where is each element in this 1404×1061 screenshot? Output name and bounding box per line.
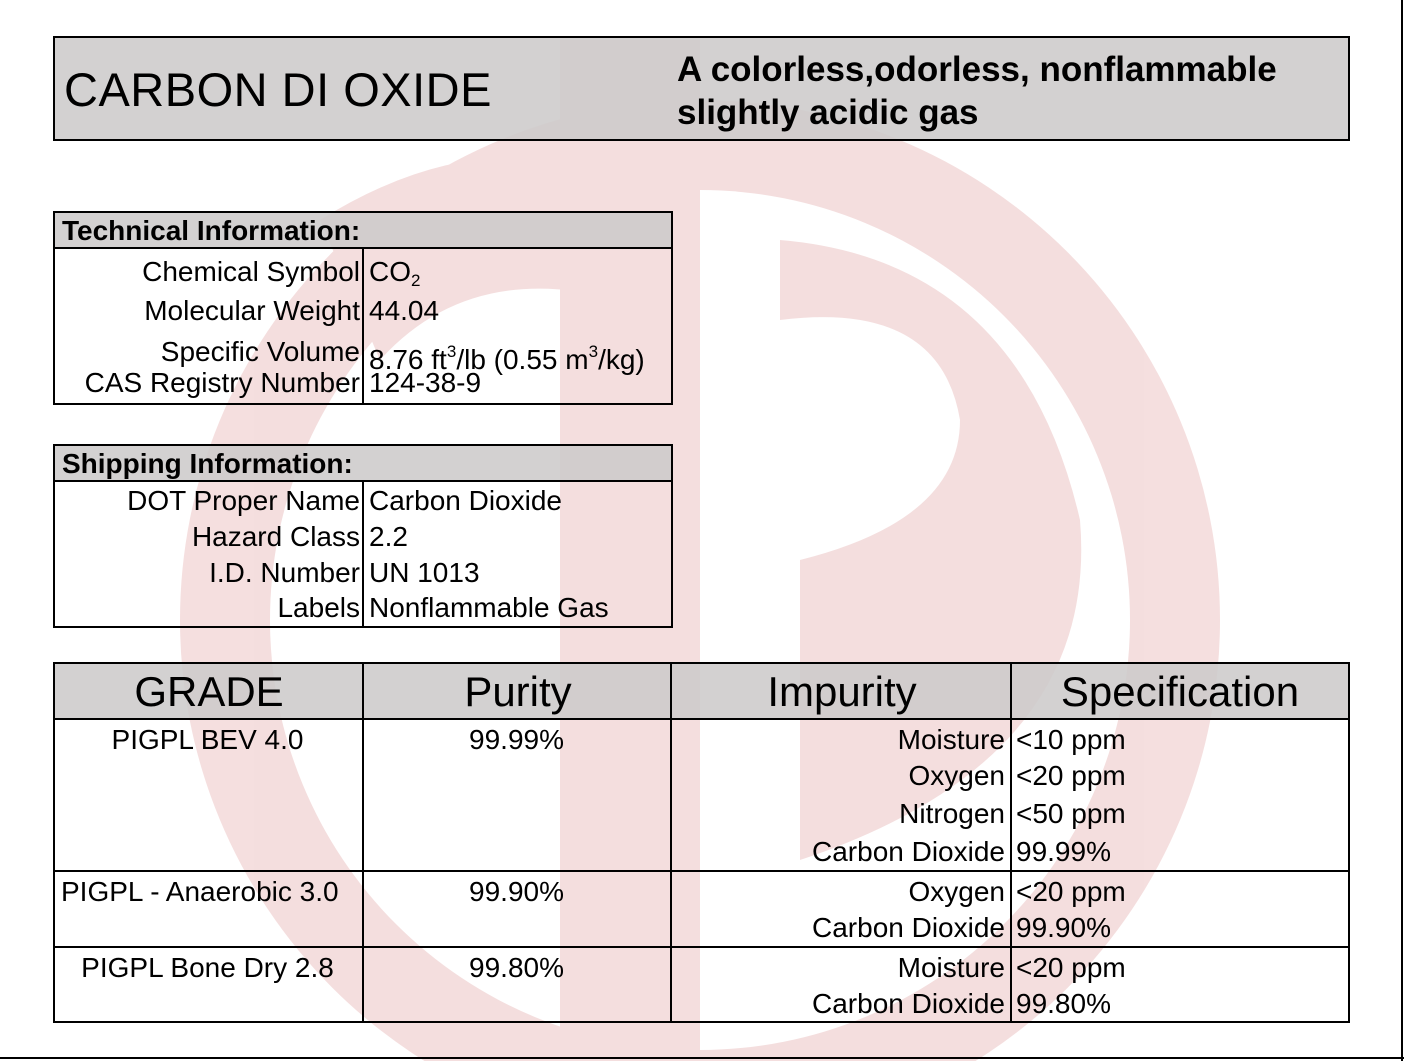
column-header-purity: Purity xyxy=(464,668,572,715)
impurity-name: Carbon Dioxide xyxy=(812,912,1005,943)
impurity-name: Nitrogen xyxy=(899,798,1005,829)
grade-purity: 99.99% xyxy=(469,724,564,755)
info-row xyxy=(55,554,671,590)
column-header-impurity: Impurity xyxy=(767,668,917,715)
impurity-spec: <20 ppm xyxy=(1016,876,1126,907)
info-label: Labels xyxy=(277,592,360,623)
info-row xyxy=(55,590,671,626)
info-label: Molecular Weight xyxy=(144,295,360,326)
info-row xyxy=(55,482,671,518)
technical-info-heading: Technical Information: xyxy=(55,213,671,249)
info-row xyxy=(55,367,671,403)
impurity-spec: <50 ppm xyxy=(1016,798,1126,829)
grade-name: PIGPL Bone Dry 2.8 xyxy=(81,952,334,983)
product-title: CARBON DI OXIDE xyxy=(64,63,492,116)
info-value: Nonflammable Gas xyxy=(369,592,609,623)
column-header-specification: Specification xyxy=(1060,668,1300,715)
info-value: UN 1013 xyxy=(369,557,480,588)
info-label: Chemical Symbol xyxy=(142,256,360,287)
info-value: $CO_2$ xyxy=(369,256,421,290)
shipping-info-heading: Shipping Information: xyxy=(55,446,671,482)
technical-info-panel xyxy=(53,211,673,405)
grade-purity: 99.90% xyxy=(469,876,564,907)
product-header xyxy=(53,36,1350,141)
impurity-name: Oxygen xyxy=(908,876,1005,907)
impurity-spec: 99.90% xyxy=(1016,912,1111,943)
info-row xyxy=(55,329,671,375)
impurity-name: Moisture xyxy=(897,724,1005,755)
grades-table xyxy=(53,662,1350,1023)
page-right-rule xyxy=(1401,0,1403,1061)
info-label: I.D. Number xyxy=(209,557,360,588)
info-value: 2.2 xyxy=(369,521,408,552)
info-label: CAS Registry Number xyxy=(84,367,360,398)
grade-name: PIGPL - Anaerobic 3.0 xyxy=(61,876,339,907)
info-value: 8.76 $ft^3/lb$ (0.55 $m^3/kg$) xyxy=(369,342,645,375)
impurity-spec: 99.80% xyxy=(1016,988,1111,1019)
product-description: A colorless,odorless, nonflammable slightly acidic gas xyxy=(677,50,1277,132)
grade-name: PIGPL BEV 4.0 xyxy=(111,724,304,755)
info-value: Carbon Dioxide xyxy=(369,485,562,516)
column-header-grade: GRADE xyxy=(134,668,284,715)
info-row xyxy=(55,289,671,329)
impurity-spec: <20 ppm xyxy=(1016,760,1126,791)
page-bottom-rule xyxy=(0,1057,1404,1059)
shipping-info-panel xyxy=(53,444,673,628)
impurity-spec: 99.99% xyxy=(1016,836,1111,867)
info-label: Specific Volume xyxy=(160,336,360,367)
impurity-name: Carbon Dioxide xyxy=(812,988,1005,1019)
impurity-spec: <20 ppm xyxy=(1016,952,1126,983)
info-row xyxy=(55,518,671,554)
impurity-spec: <10 ppm xyxy=(1016,724,1126,755)
info-value: 44.04 xyxy=(369,295,440,326)
table-header-row xyxy=(55,664,1348,720)
info-label: Hazard Class xyxy=(191,521,360,552)
impurity-name: Carbon Dioxide xyxy=(812,836,1005,867)
info-row xyxy=(55,249,671,289)
impurity-name: Oxygen xyxy=(908,760,1005,791)
grade-purity: 99.80% xyxy=(469,952,564,983)
info-value: 124-38-9 xyxy=(369,367,482,398)
impurity-name: Moisture xyxy=(897,952,1005,983)
info-label: DOT Proper Name xyxy=(127,485,360,516)
